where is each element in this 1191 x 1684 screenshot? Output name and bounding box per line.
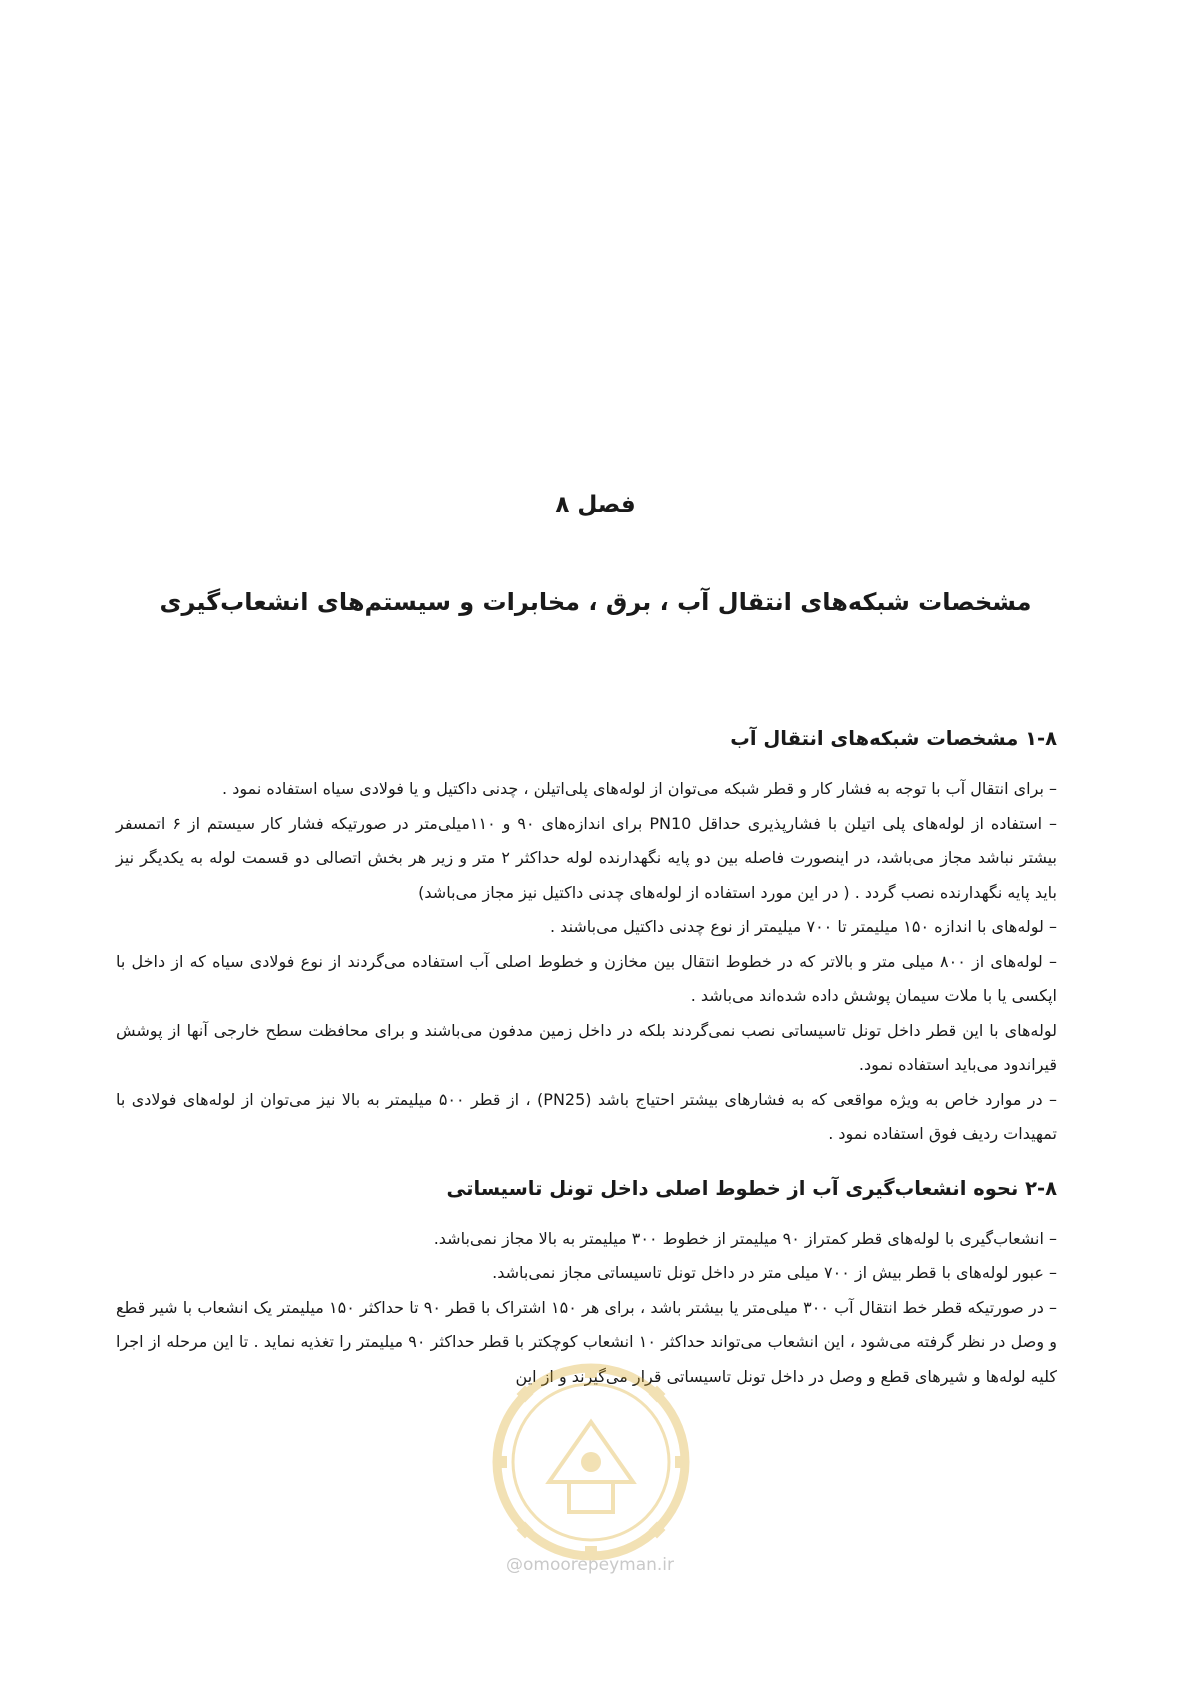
paragraph: – لوله‌های با اندازه ۱۵۰ میلیمتر تا ۷۰۰ میلیمتر از نوع چدنی داکتیل می‌باشند . (550, 917, 1057, 936)
paragraph: – استفاده از لوله‌های پلی اتیلن با فشارپذیری حداقل PN10 برای اندازه‌های ۹۰ و ۱۱۰میلی‌متر در صورتیکه فشار کار سیستم از ۶ اتمسفر بیشتر نباشد مجاز می‌باشد، در اینصورت فاصله بین دو پایه نگهدارنده لوله حداکثر ۲ متر و زیر هر بخش اتصالی دو قسمت لوله به یکدیگر نیز باید پایه نگهدارنده نصب گردد . ( در این مورد استفاده از لوله‌های چدنی داکتیل نیز مجاز می‌باشد) (116, 813, 1058, 902)
section-heading: ۲-۸ نحوه انشعاب‌گیری آب از خطوط اصلی داخل تونل تاسیساتی (446, 1176, 1057, 1200)
chapter-title: مشخصات شبکه‌های انتقال آب ، برق ، مخابرات و سیستم‌های انشعاب‌گیری (159, 588, 1032, 616)
chapter-number: فصل ۸ (555, 492, 636, 518)
paragraph: – برای انتقال آب با توجه به فشار کار و قطر شبکه می‌توان از لوله‌های پلی‌اتیلن ، چدنی داکتیل و یا فولادی سیاه استفاده نمود . (222, 779, 1057, 798)
watermark-url: @omoorepeyman.ir (505, 1555, 675, 1575)
paragraph: – انشعاب‌گیری با لوله‌های قطر کمتراز ۹۰ میلیمتر از خطوط ۳۰۰ میلیمتر به بالا مجاز نمی‌باشد. (433, 1228, 1057, 1248)
section-heading: ۱-۸ مشخصات شبکه‌های انتقال آب (730, 727, 1057, 750)
paragraph: – در موارد خاص به ویژه مواقعی که به فشارهای بیشتر احتیاج باشد (PN25) ، از قطر ۵۰۰ میلیمتر به بالا نیز می‌توان از لوله‌های فولادی با تمهیدات ردیف فوق استفاده نمود . (116, 1089, 1058, 1143)
page-content (116, 726, 1057, 1394)
section-water-branching (116, 1176, 1057, 1395)
paragraph: – عبور لوله‌های با قطر بیش از ۷۰۰ میلی متر در داخل تونل تاسیساتی مجاز نمی‌باشد. (492, 1263, 1057, 1282)
paragraph: – لوله‌های از ۸۰۰ میلی متر و بالاتر که در خطوط انتقال بین مخازن و خطوط اصلی آب استفاده می‌گردند از نوع فولادی سیاه که از داخل با اپکسی یا با ملات سیمان پوشش داده شده‌اند می‌باشد . (116, 951, 1057, 1005)
section-water-networks (116, 726, 1057, 1152)
paragraph: لوله‌های با این قطر داخل تونل تاسیساتی نصب نمی‌گردند بلکه در داخل زمین مدفون می‌باشند و برای محافظت سطح خارجی آنها از پوشش قیراندود می‌باید استفاده نمود. (116, 1020, 1057, 1074)
paragraph: – در صورتیکه قطر خط انتقال آب ۳۰۰ میلی‌متر یا بیشتر باشد ، برای هر ۱۵۰ اشتراک با قطر ۹۰ تا حداکثر ۱۵۰ میلیمتر یک انشعاب با شیر قطع و وصل در نظر گرفته می‌شود ، این انشعاب می‌تواند حداکثر ۱۰ انشعاب کوچکتر با قطر حداکثر ۹۰ میلیمتر را تغذیه نماید . تا این مرحله از اجرا کلیه لوله‌ها و شیرهای قطع و وصل در داخل تونل تاسیساتی قرار می‌گیرند و از این (116, 1297, 1058, 1386)
